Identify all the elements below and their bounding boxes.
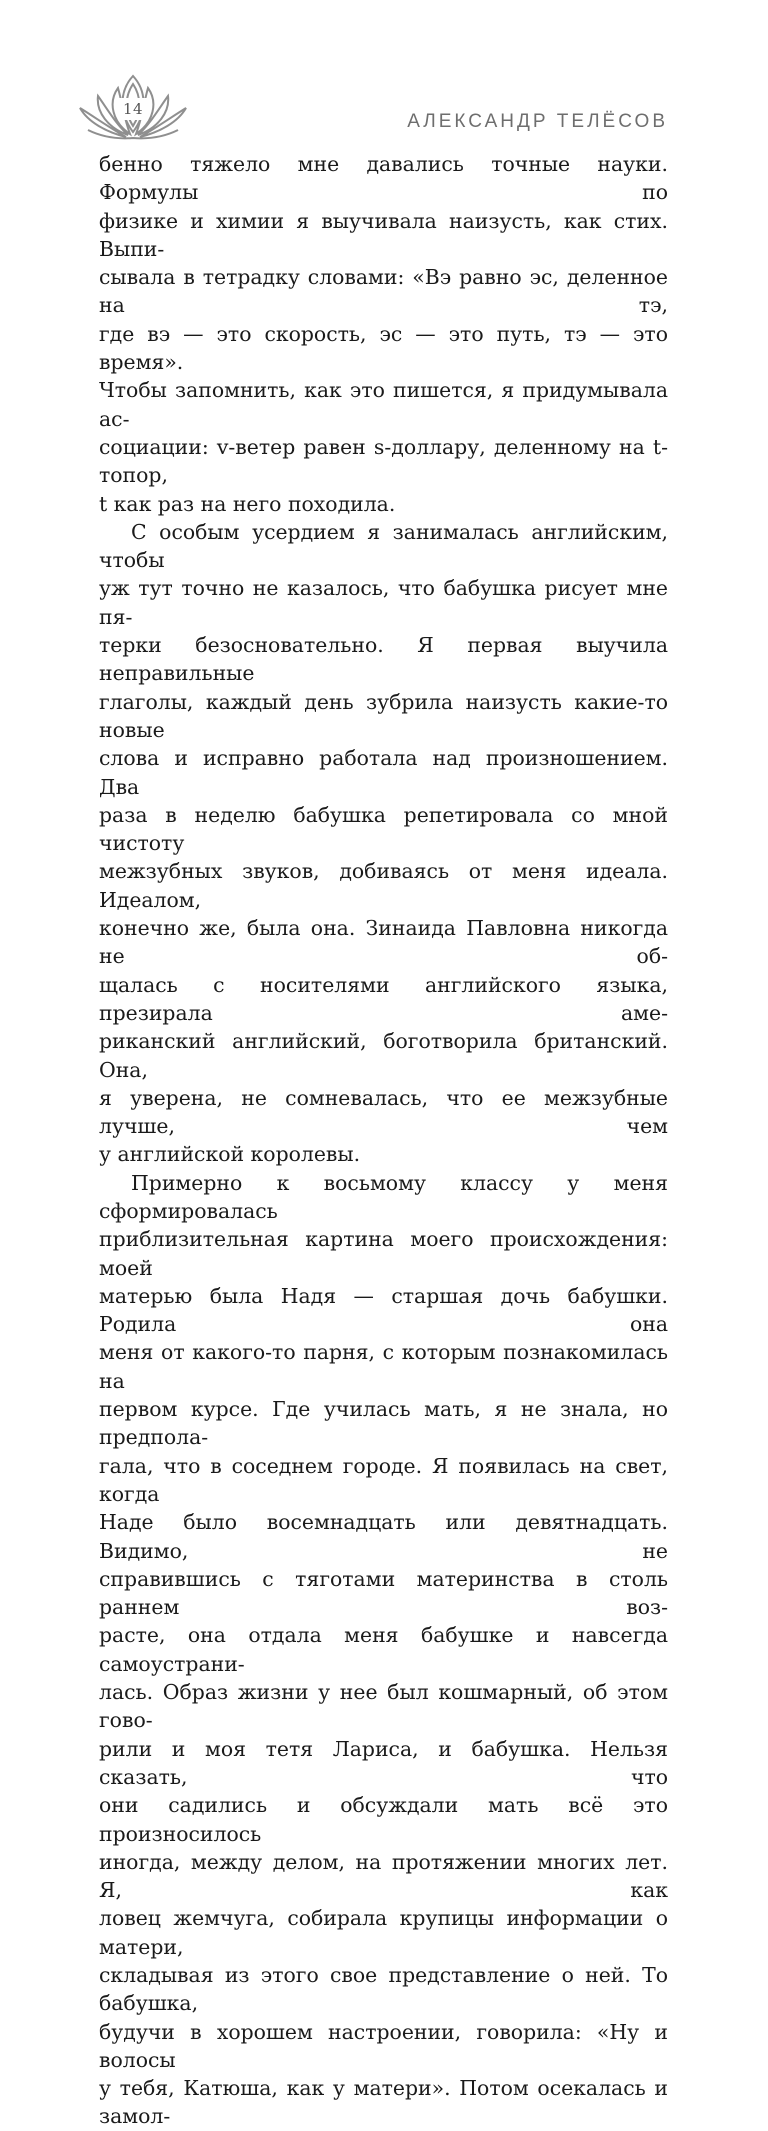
body-text [99,150,668,2131]
text-line: лась. Образ жизни у нее был кошмарный, об этом гово- [99,1680,668,1733]
page-number: 14 [122,100,144,118]
text-line: С особым усердием я занималась английским, чтобы [99,519,668,573]
text-line: матерью была Надя — старшая дочь бабушки. Родила она [99,1283,668,1337]
text-line: слова и исправно работала над произношением. Два [99,746,668,799]
text-line: конечно же, была она. Зинаида Павловна никогда не об- [99,916,668,969]
text-line: бенно тяжело мне давались точные науки. Формулы по [99,152,668,205]
text-line: расте, она отдала меня бабушке и навсегда самоустрани- [99,1623,668,1676]
text-line: раза в неделю бабушка репетировала со мной чистоту [99,802,668,856]
text-line: глаголы, каждый день зубрила наизусть какие-то новые [99,689,668,742]
text-line: приблизительная картина моего происхождения: моей [99,1227,668,1280]
text-line: справившись с тяготами материнства в столь раннем воз- [99,1566,668,1620]
text-line: социации: v-ветер равен s-доллару, деленному на t-топор, [99,434,668,488]
text-line: я уверена, не сомневалась, что ее межзубные лучше, чем [99,1085,668,1139]
text-line: сывала в тетрадку словами: «Вэ равно эс, деленное на тэ, [99,265,668,318]
text-line: терки безосновательно. Я первая выучила неправильные [99,633,668,686]
text-line: у английской королевы. [99,1142,361,1167]
text-line: уж тут точно не казалось, что бабушка рисует мне пя- [99,576,668,629]
text-line: ловец жемчуга, собирала крупицы информации о матери, [99,1906,668,1959]
text-line: щалась с носителями английского языка, презирала аме- [99,972,668,1025]
text-line: риканский английский, боготворила британский. Она, [99,1029,668,1082]
page-header [0,0,768,150]
text-line: межзубных звуков, добиваясь от меня идеала. Идеалом, [99,859,668,912]
text-line: Наде было восемнадцать или девятнадцать. Видимо, не [99,1510,668,1563]
text-line: рили и моя тетя Лариса, и бабушка. Нельзя сказать, что [99,1736,668,1789]
text-line: меня от какого-то парня, с которым познакомилась на [99,1340,668,1393]
text-line: t как раз на него походила. [99,491,396,516]
text-line: они садились и обсуждали мать всё это произносилось [99,1793,668,1846]
running-head: АЛЕКСАНДР ТЕЛЁСОВ [407,111,668,132]
text-line: первом курсе. Где училась мать, я не знала, но предпола- [99,1397,668,1450]
text-line: складывая из этого свое представление о ней. То бабушка, [99,1963,668,2016]
text-line: где вэ — это скорость, эс — это путь, тэ — это время». [99,321,668,375]
text-line: иногда, между делом, на протяжении многих лет. Я, как [99,1849,668,1903]
text-line: будучи в хорошем настроении, говорила: «Ну и волосы [99,2019,668,2072]
text-line: Примерно к восьмому классу у меня сформировалась [99,1170,668,1223]
text-line: у тебя, Катюша, как у матери». Потом осекалась и замол- [99,2076,668,2129]
text-line: Чтобы запомнить, как это пишется, я придумывала ас- [99,378,668,431]
text-line: физике и химии я выучивала наизусть, как стих. Выпи- [99,208,668,261]
text-line: гала, что в соседнем городе. Я появилась на свет, когда [99,1453,668,1506]
